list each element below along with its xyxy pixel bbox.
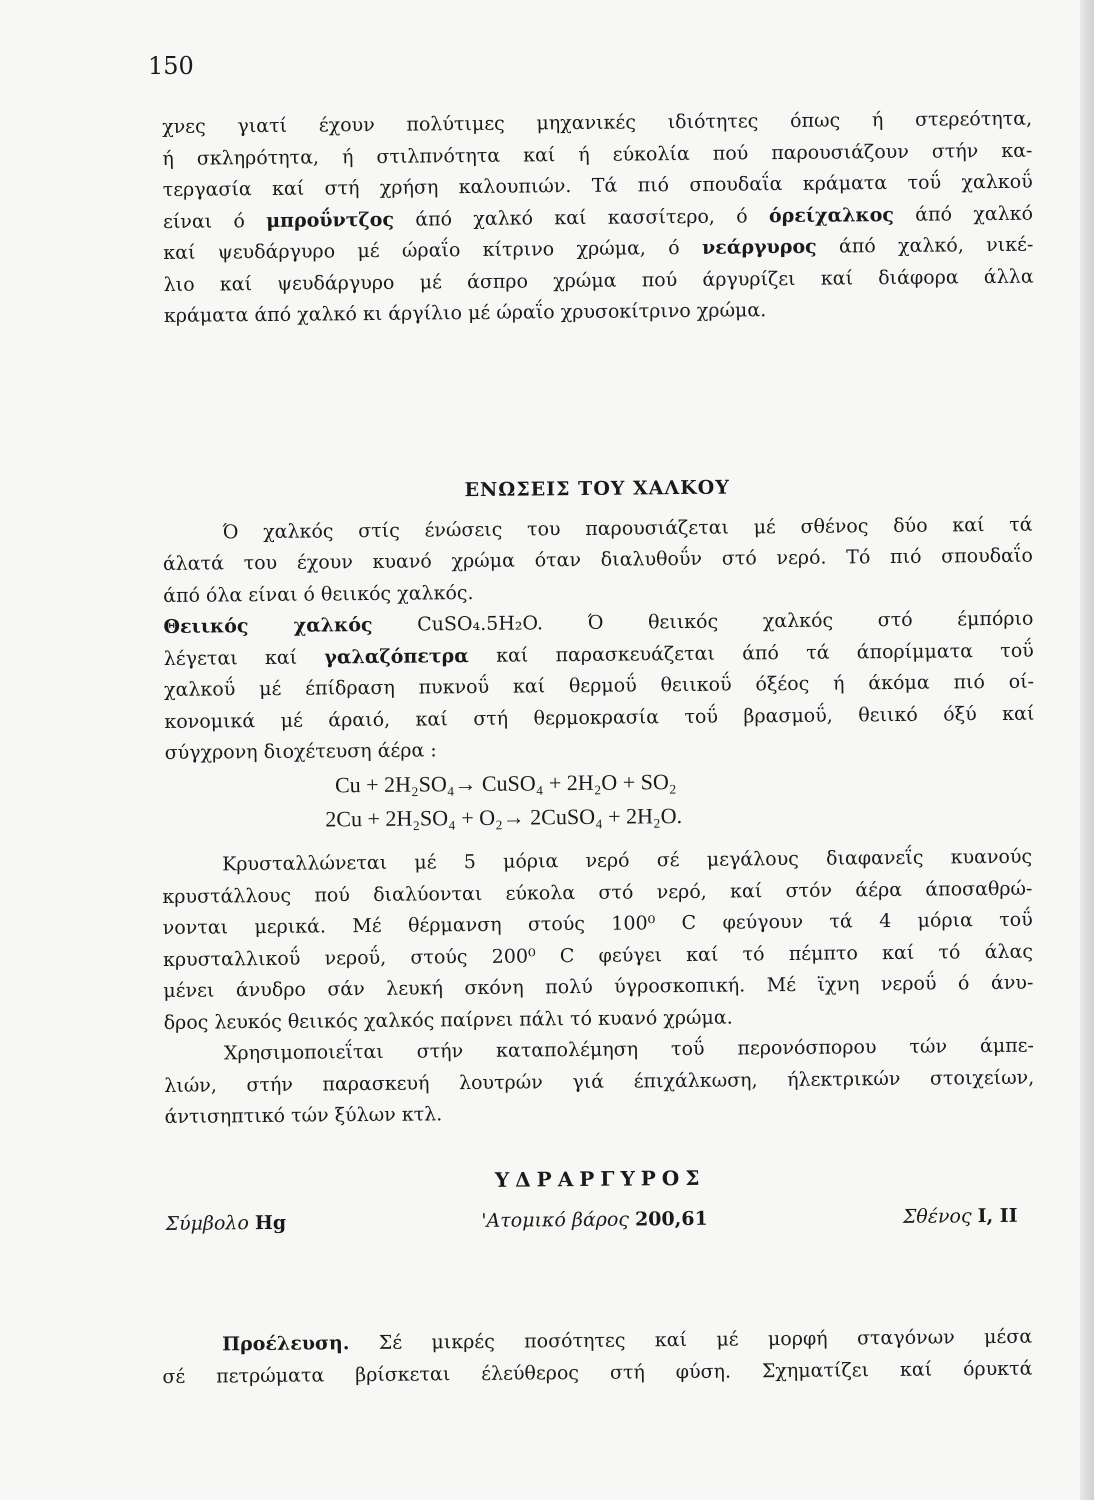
symbol-value: Hg <box>254 1211 287 1235</box>
text-line: άλατά του έχουν κυανό χρώμα όταν διαλυθοΰν στό νερό. Τό πιό σπουδαΐο <box>162 544 1033 575</box>
compounds-section <box>162 464 1035 838</box>
valence-field <box>903 1199 1018 1234</box>
text-line: χαλκοΰ μέ έπίδραση πυκνοΰ καί θερμοΰ θειικοΰ όξέος ή άκόμα πιό οί- <box>163 670 1035 701</box>
binding-shadow <box>1080 0 1094 1500</box>
equation: 2Cu + 2H₂SO₄ + O₂→ 2CuSO₄ + 2H₂O. <box>325 802 683 831</box>
text-line: άπό όλα είναι ό θειικός χαλκός. <box>163 581 474 607</box>
weight-value: 200,61 <box>634 1207 708 1231</box>
text-run: καί ψευδάργυρο μέ ώραΐο κίτρινο χρώμα, ό <box>163 236 703 264</box>
term-bronze: μπροΰντζος <box>266 208 395 232</box>
term-bluestone: γαλαζόπετρα <box>324 644 469 668</box>
text-line: Ό χαλκός στίς ένώσεις του παρουσιάζεται μέ σθένος δύο καί τά <box>222 513 1033 543</box>
text-run: λέγεται καί <box>163 645 325 670</box>
valence-label: Σθένος <box>902 1205 972 1228</box>
symbol-label: Σύμβολο <box>165 1212 249 1235</box>
text-run: είναι ό <box>162 209 267 233</box>
origin-paragraph <box>162 1322 1033 1393</box>
text-line: κονομικά μέ άραιό, καί στή θερμοκρασία τοΰ βρασμοΰ, θειικό όξύ καί <box>164 702 1035 733</box>
term-origin: Προέλευση. <box>222 1332 350 1356</box>
term-brass: όρείχαλκος <box>768 203 895 227</box>
element-heading: ΥΔΡΑΡΓΥΡΟΣ <box>494 1165 706 1192</box>
text-line: Χρησιμοποιεΐται στήν καταπολέμηση τοΰ περονόσπορου τών άμπε- <box>223 1034 1035 1065</box>
text-line: άντισηπτικό τών ξύλων κτλ. <box>164 1103 443 1128</box>
element-meta <box>165 1199 1035 1241</box>
text-line: λιο καί ψευδάργυρο μέ άσπρο χρώμα πού άργυρίζει καί διάφορα άλλα <box>163 265 1034 296</box>
text-line: τεργασία καί στή χρήση καλουπιών. Τά πιό σπουδαΐα κράματα τοΰ χαλκοΰ <box>162 170 1033 201</box>
text-line: νονται μερικά. Μέ θέρμανση στούς 100⁰ C φεύγουν τά 4 μόρια τοΰ <box>162 908 1033 939</box>
text-line: κρυστάλλους πού διαλύονται εύκολα στό νερό, καί στόν άέρα άποσαθρώ- <box>162 877 1033 908</box>
text-line: Κρυσταλλώνεται μέ 5 μόρια νερό σέ μεγάλους διαφανεΐς κυανούς <box>222 845 1033 876</box>
text-run: άπό χαλκό, νικέ- <box>816 233 1034 258</box>
text-line: λιών, στήν παρασκευή λουτρών γιά έπιχάλκωση, ήλεκτρικών στοιχείων, <box>164 1066 1035 1097</box>
section-heading: ΕΝΩΣΕΙΣ ΤΟΥ ΧΑΛΚΟΥ <box>464 476 730 502</box>
text-line: χνες γιατί έχουν πολύτιμες μηχανικές ιδιότητες όπως ή στερεότητα, <box>162 107 1033 138</box>
valence-value: I, II <box>977 1204 1018 1228</box>
term-nickel-silver: νεάργυρος <box>701 235 817 259</box>
text-line: κρυσταλλικοΰ νεροΰ, στούς 200⁰ C φεύγει καί τό πέμπτο καί τό άλας <box>162 940 1034 971</box>
properties-section <box>162 842 1036 1241</box>
text-line: μένει άνυδρο σάν λευκή σκόνη πολύ ύγροσκοπική. Μέ ϊχνη νεροΰ ό άνυ- <box>163 971 1034 1002</box>
text-line: σέ πετρώματα βρίσκεται έλεύθερος στή φύση. Σχηματίζει καί όρυκτά <box>162 1357 1033 1388</box>
text-run: άπό χαλκό καί κασσίτερο, ό <box>393 204 770 231</box>
formula: CuSO₄.5H₂O. <box>417 612 544 636</box>
alloys-paragraph <box>162 104 1034 333</box>
text-line: δρος λευκός θειικός χαλκός παίρνει πάλι τό κυανό χρώμα. <box>163 1006 733 1034</box>
text-line: σύγχρονη διοχέτευση άέρα : <box>164 739 437 764</box>
page-number: 150 <box>148 52 194 80</box>
weight-label: 'Ατομικό βάρος <box>481 1208 630 1232</box>
text-line: κράματα άπό χαλκό κι άργίλιο μέ ώραΐο χρυσοκίτρινο χρώμα. <box>163 299 767 327</box>
weight-field <box>481 1202 708 1238</box>
term-copper-sulfate: Θειικός χαλκός <box>163 613 373 638</box>
equation: Cu + 2H₂SO₄→ CuSO₄ + 2H₂O + SO₂ <box>334 768 677 797</box>
symbol-field <box>165 1206 286 1241</box>
text-run: Ό θειικός χαλκός στό έμπόριο <box>542 607 1034 635</box>
text-run: άπό χαλκό <box>893 202 1034 226</box>
text-run: καί παρασκευάζεται άπό τά άπορίμματα τοΰ <box>468 639 1034 667</box>
text-line: ή σκληρότητα, ή στιλπνότητα καί ή εύκολία πού παρουσιάζουν στήν κα- <box>162 139 1033 170</box>
text-run: Σέ μικρές ποσότητες καί μέ μορφή σταγόνων μέσα <box>349 1325 1033 1355</box>
